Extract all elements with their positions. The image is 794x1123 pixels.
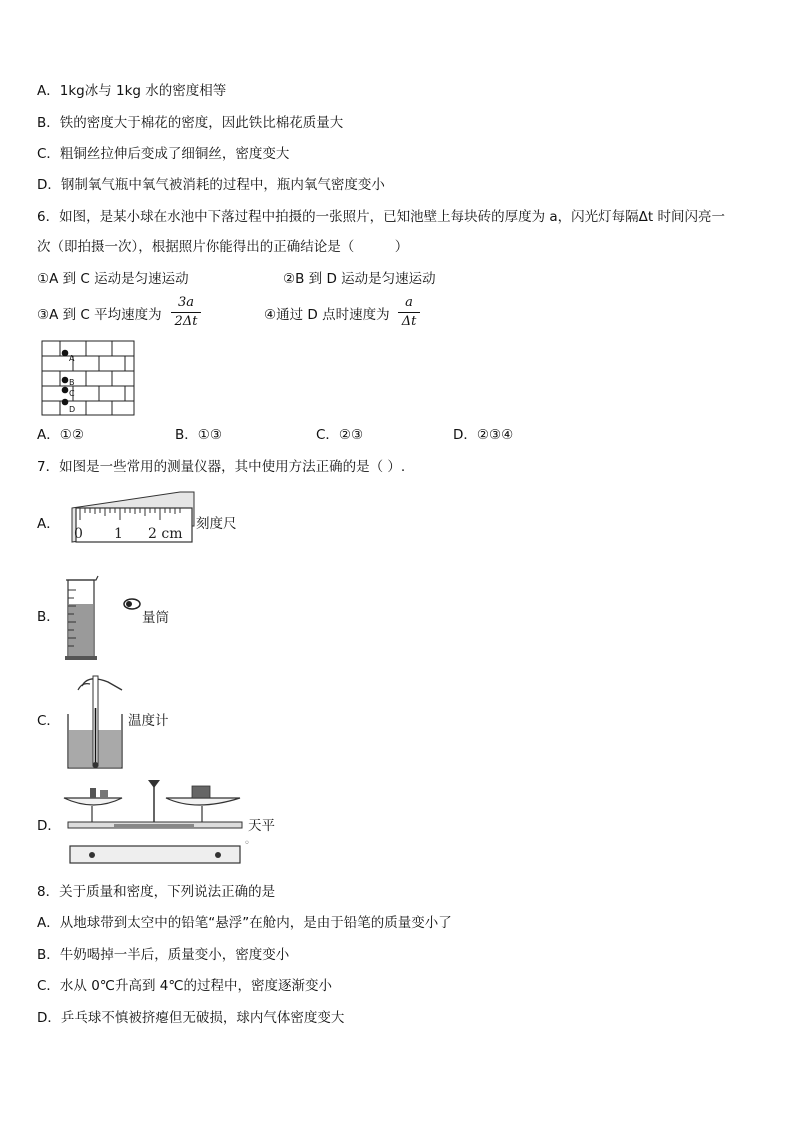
fraction-numerator: a [405, 295, 413, 310]
q7-option-d-label: 天平 [248, 818, 275, 834]
weight-medium [100, 790, 108, 798]
q6-choice-c: C．②③ [316, 427, 364, 443]
hand-icon [82, 679, 122, 690]
stray-mark: ◦ [244, 838, 250, 849]
right-pan [166, 798, 240, 805]
q7-option-c-letter: C． [37, 713, 60, 729]
weight-small [90, 788, 96, 798]
q6-choice-d: D．②③④ [453, 427, 514, 443]
q6-statement-4: ④通过 D 点时速度为 [264, 307, 390, 323]
q6-statement-4-fraction [398, 295, 420, 330]
balance-base [70, 846, 240, 863]
eye-icon [124, 599, 140, 609]
q5-option-b: B．铁的密度大于棉花的密度，因此铁比棉花质量大 [37, 115, 344, 131]
graduated-cylinder-figure [62, 572, 144, 662]
q6-stem-line1: 6．如图，是某小球在水池中下落过程中拍摄的一张照片，已知池壁上每块砖的厚度为 a，闪光灯每隔Δt 时间闪亮一 [37, 209, 725, 225]
point-label-c: C [69, 389, 75, 398]
q7-stem: 7．如图是一些常用的测量仪器，其中使用方法正确的是（ ）. [37, 459, 406, 475]
ball-position-d [62, 399, 69, 406]
point-label-a: A [69, 354, 75, 363]
brick-wall-figure [40, 339, 136, 417]
ruler-figure [70, 486, 196, 548]
q7-option-d-letter: D． [37, 818, 61, 834]
fraction-denominator: 2Δt [174, 314, 198, 329]
q7-option-c-label: 温度计 [128, 713, 169, 729]
ruler-tick-1: 1 [114, 526, 123, 542]
thermometer-beaker-figure [62, 668, 128, 774]
q8-option-a: A．从地球带到太空中的铅笔“悬浮”在舱内，是由于铅笔的质量变小了 [37, 915, 452, 931]
left-pan [64, 798, 122, 805]
balance-scale-figure [62, 776, 248, 866]
fraction-numerator: 3a [177, 295, 195, 310]
q8-option-c: C．水从 0℃升高到 4℃的过程中，密度逐渐变小 [37, 978, 333, 994]
ruler-tick-2: 2 cm [148, 526, 183, 542]
object-block [192, 786, 210, 798]
ruler-tick-0: 0 [74, 526, 83, 542]
ball-position-c [62, 387, 69, 394]
ball-position-b [62, 377, 69, 384]
point-label-b: B [69, 378, 75, 387]
q5-option-a: A．1kg冰与 1kg 水的密度相等 [37, 83, 227, 99]
q7-option-a-letter: A． [37, 516, 60, 532]
q8-option-d: D．乒乓球不慎被挤瘪但无破损，球内气体密度变大 [37, 1010, 345, 1026]
q6-statement-1: ①A 到 C 运动是匀速运动 [37, 271, 189, 287]
q5-option-d: D．钢制氧气瓶中氧气被消耗的过程中，瓶内氧气密度变小 [37, 177, 385, 193]
q8-stem: 8．关于质量和密度，下列说法正确的是 [37, 884, 276, 900]
q8-option-b: B．牛奶喝掉一半后，质量变小，密度变小 [37, 947, 290, 963]
q5-option-c: C．粗铜丝拉伸后变成了细铜丝，密度变大 [37, 146, 290, 162]
q6-stem-line2: 次（即拍摄一次），根据照片你能得出的正确结论是（ ） [37, 239, 409, 255]
q6-statement-2: ②B 到 D 运动是匀速运动 [283, 271, 436, 287]
q7-option-a-label: 刻度尺 [196, 516, 237, 532]
q6-choice-a: A．①② [37, 427, 84, 443]
q7-option-b-label: 量筒 [142, 610, 169, 626]
point-label-d: D [69, 405, 76, 414]
fraction-denominator: Δt [401, 314, 417, 329]
q6-statement-3: ③A 到 C 平均速度为 [37, 307, 162, 323]
q7-option-b-letter: B． [37, 609, 60, 625]
q6-choice-b: B．①③ [175, 427, 222, 443]
ball-position-a [62, 350, 69, 357]
q6-statement-3-fraction [171, 295, 201, 330]
